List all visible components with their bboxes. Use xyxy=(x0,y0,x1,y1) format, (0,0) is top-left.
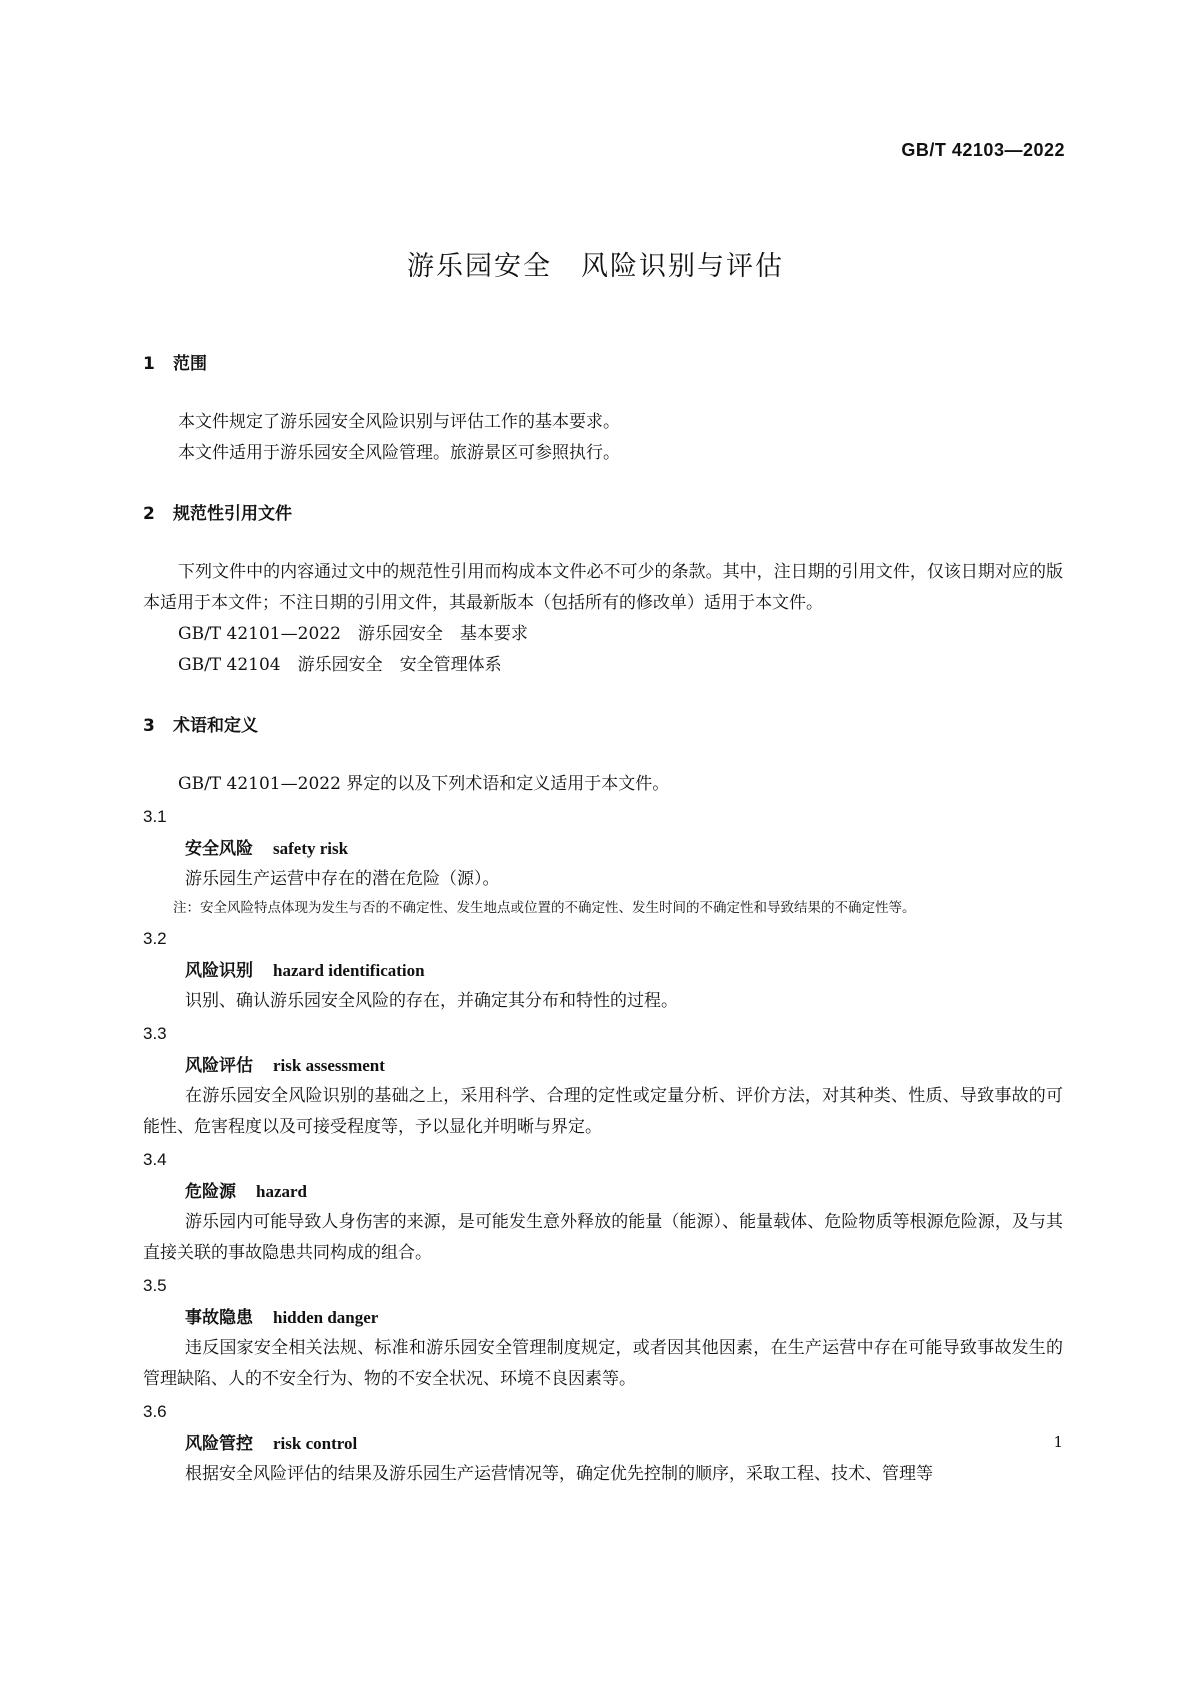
term-note: 注：安全风险特点体现为发生与否的不确定性、发生地点或位置的不确定性、发生时间的不确定性和导致结果的不确定性等。 xyxy=(173,900,916,916)
term-en: risk control xyxy=(273,1434,358,1453)
paragraph: 下列文件中的内容通过文中的规范性引用而构成本文件必不可少的条款。其中，注日期的引用文件，仅该日期对应的版本适用于本文件；不注日期的引用文件，其最新版本（包括所有的修改单）适用于本文件。 xyxy=(143,562,1063,613)
term-zh: 风险评估 xyxy=(185,1056,253,1076)
standard-number: GB/T 42103—2022 xyxy=(901,140,1065,160)
term-definition: 游乐园生产运营中存在的潜在危险（源）。 xyxy=(185,869,500,889)
section-heading-terms-definitions xyxy=(143,711,1063,741)
section-heading-scope xyxy=(143,349,1063,379)
term-heading xyxy=(143,833,1063,864)
section-title: 范围 xyxy=(173,354,207,374)
paragraph: 本文件规定了游乐园安全风险识别与评估工作的基本要求。 xyxy=(178,412,620,432)
term-number: 3.3 xyxy=(143,1024,167,1043)
paragraph: 本文件适用于游乐园安全风险管理。旅游景区可参照执行。 xyxy=(178,443,620,463)
term-heading xyxy=(143,955,1063,986)
term-number: 3.1 xyxy=(143,807,167,826)
section-number: 2 xyxy=(143,504,155,524)
section-number: 3 xyxy=(143,716,155,736)
term-heading xyxy=(143,1176,1063,1207)
reference-item: GB/T 42104 游乐园安全 安全管理体系 xyxy=(178,655,502,675)
term-en: hazard xyxy=(256,1182,307,1201)
page-number: 1 xyxy=(1053,1433,1063,1451)
section-title: 术语和定义 xyxy=(173,716,258,736)
term-en: safety risk xyxy=(273,839,349,858)
term-number: 3.6 xyxy=(143,1402,167,1421)
section-title: 规范性引用文件 xyxy=(173,504,292,524)
term-number: 3.4 xyxy=(143,1150,167,1169)
term-heading xyxy=(143,1050,1063,1081)
term-definition: 在游乐园安全风险识别的基础之上，采用科学、合理的定性或定量分析、评价方法，对其种类、性质、导致事故的可能性、危害程度以及可接受程度等，予以显化并明晰与界定。 xyxy=(143,1086,1063,1137)
term-definition: 识别、确认游乐园安全风险的存在，并确定其分布和特性的过程。 xyxy=(185,991,678,1011)
term-zh: 风险管控 xyxy=(185,1434,253,1454)
term-zh: 事故隐患 xyxy=(185,1308,253,1328)
section-heading-normative-references xyxy=(143,499,1063,529)
term-definition: 根据安全风险评估的结果及游乐园生产运营情况等，确定优先控制的顺序，采取工程、技术、管理等 xyxy=(185,1464,933,1484)
document-body xyxy=(143,349,1063,1490)
term-zh: 安全风险 xyxy=(185,839,253,859)
term-heading xyxy=(143,1302,1063,1333)
term-definition: 游乐园内可能导致人身伤害的来源，是可能发生意外释放的能量（能源）、能量载体、危险物质等根源危险源，及与其直接关联的事故隐患共同构成的组合。 xyxy=(143,1212,1063,1263)
term-en: hazard identification xyxy=(273,961,425,980)
document-title: 游乐园安全 风险识别与评估 xyxy=(407,251,784,282)
term-en: hidden danger xyxy=(273,1308,379,1327)
paragraph: GB/T 42101—2022 界定的以及下列术语和定义适用于本文件。 xyxy=(178,774,670,794)
term-number: 3.2 xyxy=(143,929,167,948)
term-zh: 风险识别 xyxy=(185,961,253,981)
term-heading xyxy=(143,1428,1063,1459)
term-zh: 危险源 xyxy=(185,1182,236,1202)
term-number: 3.5 xyxy=(143,1276,167,1295)
term-definition: 违反国家安全相关法规、标准和游乐园安全管理制度规定，或者因其他因素，在生产运营中存在可能导致事故发生的管理缺陷、人的不安全行为、物的不安全状况、环境不良因素等。 xyxy=(143,1338,1063,1389)
term-en: risk assessment xyxy=(273,1056,385,1075)
reference-item: GB/T 42101—2022 游乐园安全 基本要求 xyxy=(178,624,528,644)
section-number: 1 xyxy=(143,354,155,374)
